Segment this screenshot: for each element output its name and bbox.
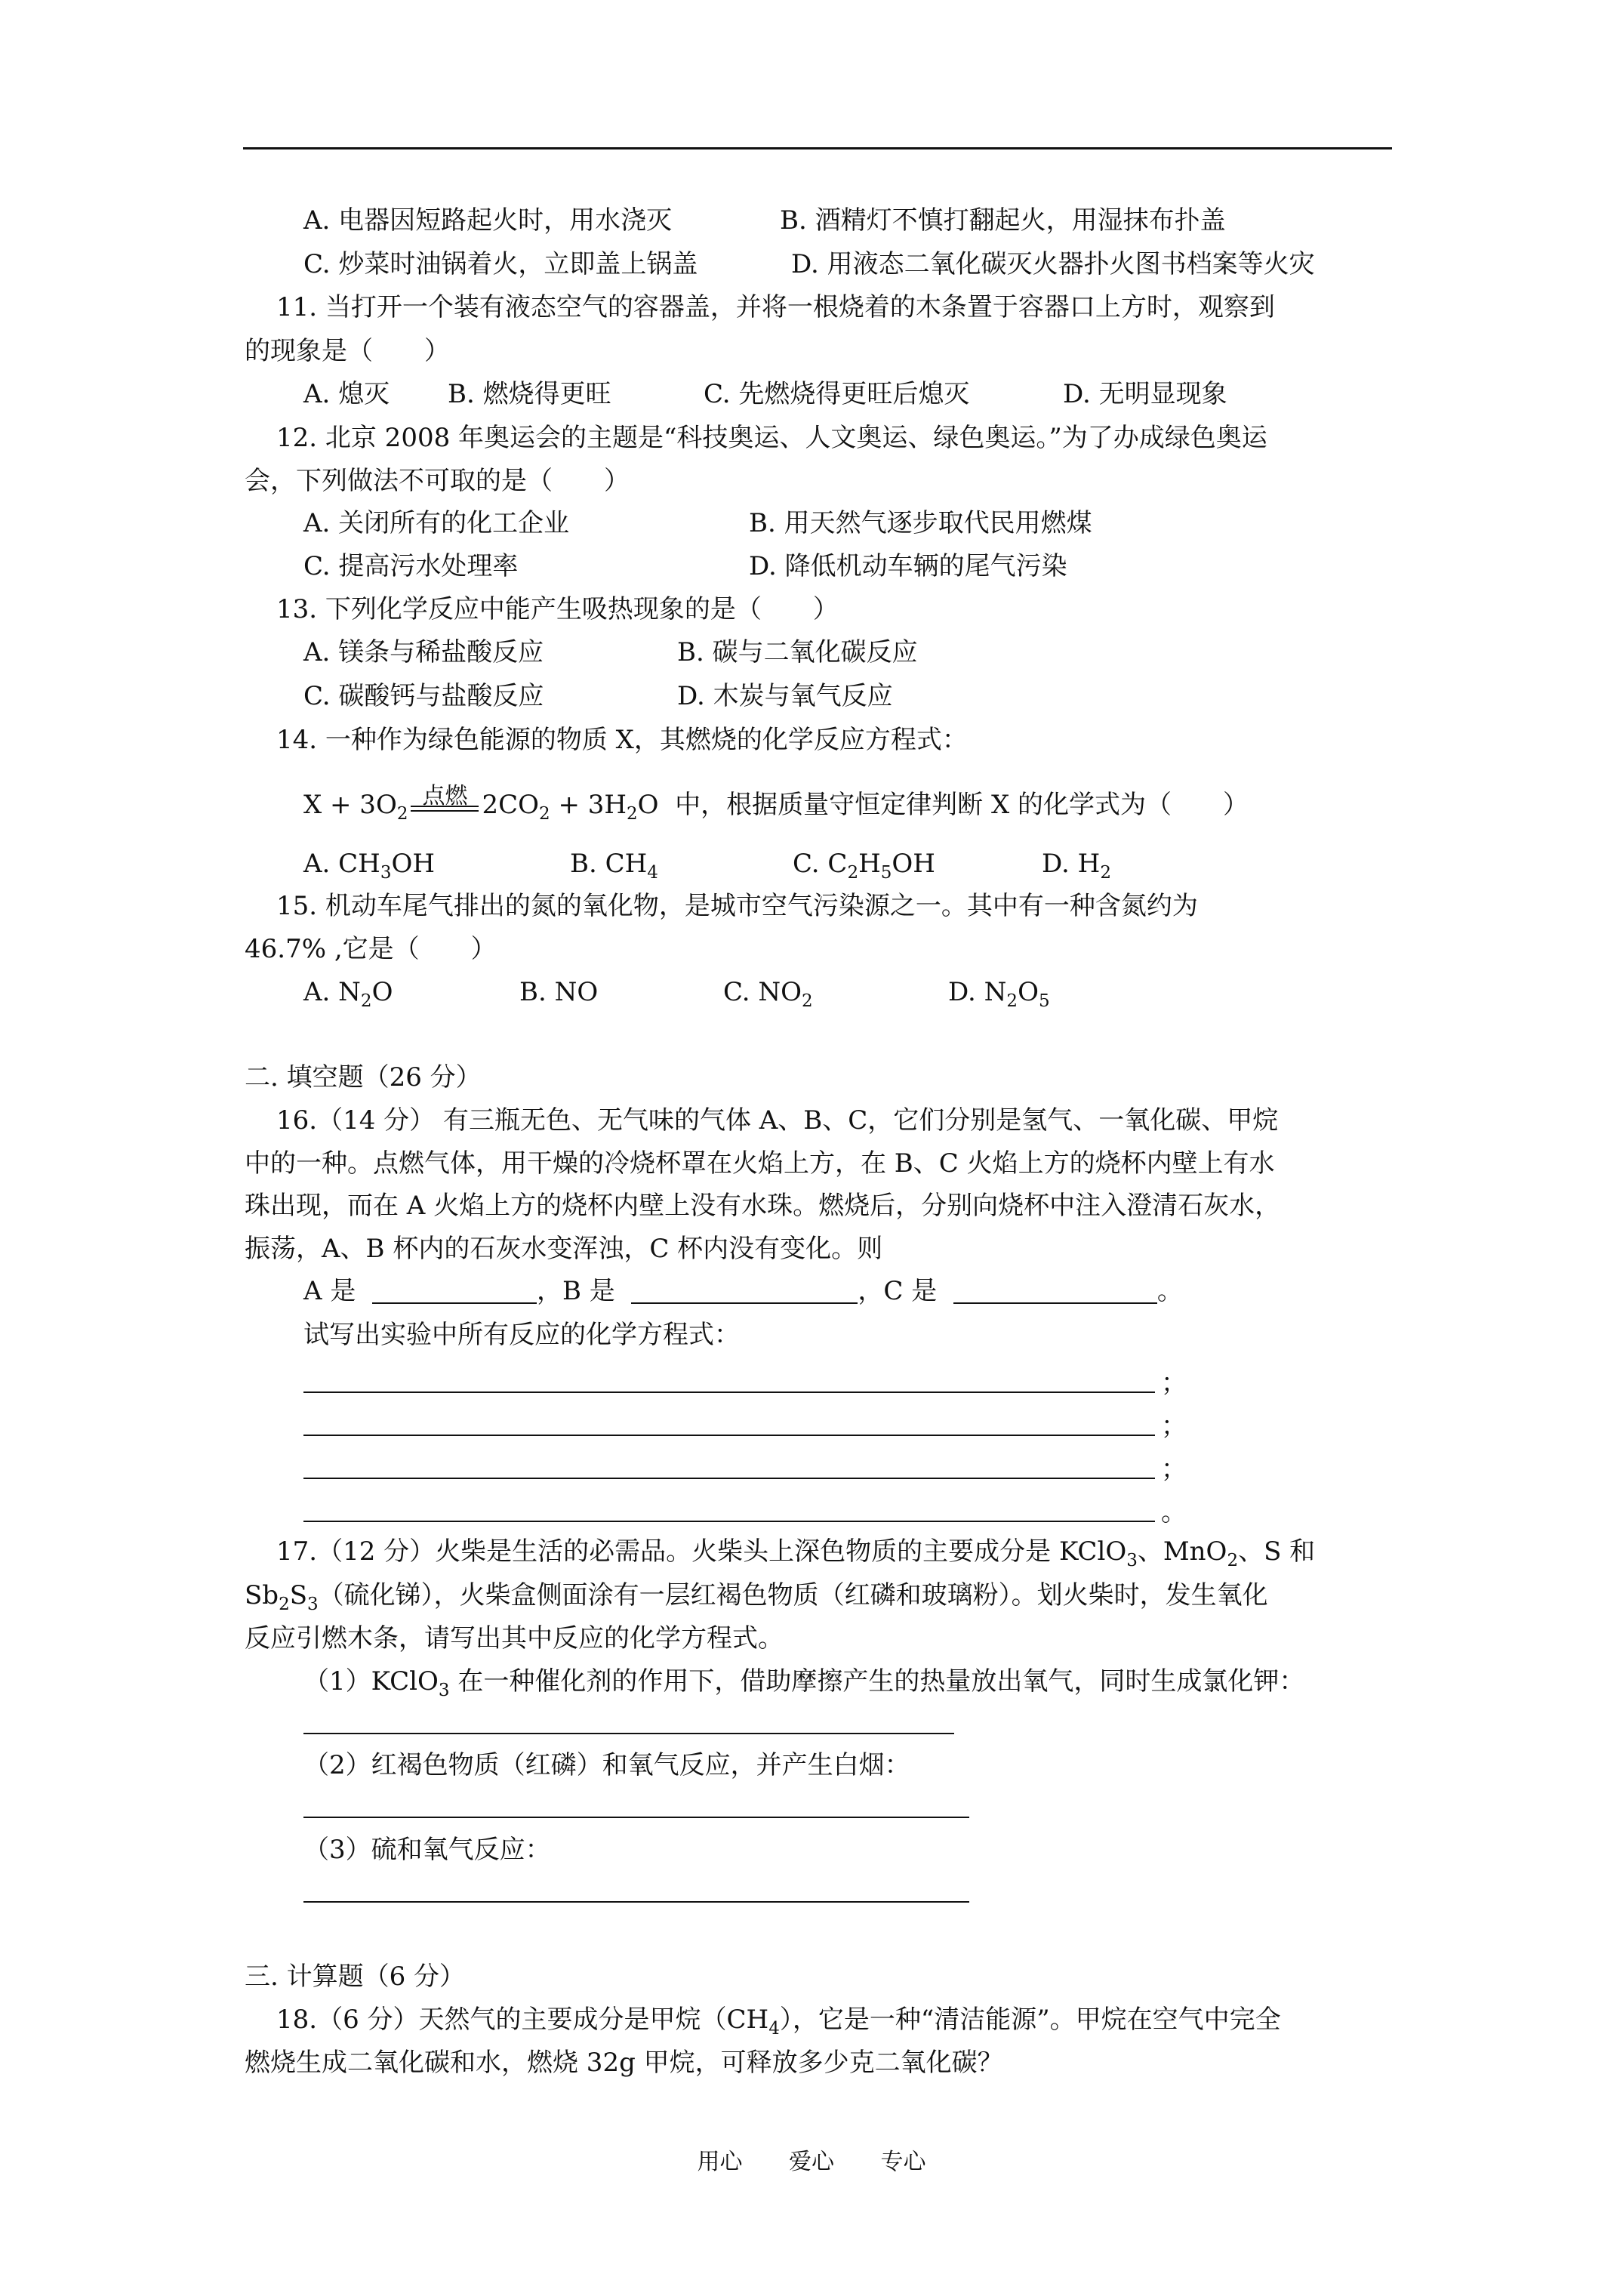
- q17-line2-a: Sb: [245, 1580, 279, 1610]
- q18-stem-line2: 燃烧生成二氧化碳和水，燃烧 32g 甲烷，可释放多少克二氧化碳？: [245, 2048, 1003, 2078]
- q17-line1-sub1: 3: [1126, 1551, 1138, 1570]
- q17-line1-mid: 、MnO: [1137, 1536, 1227, 1567]
- q11-option-a: A. 熄灭: [303, 379, 390, 409]
- q16-stem-line3: 珠出现，而在 A 火焰上方的烧杯内壁上没有水珠。燃烧后，分别向烧杯中注入澄清石灰水，: [245, 1191, 1281, 1221]
- q15-stem-line2: 46.7% ,它是（ ）: [245, 934, 497, 964]
- q17-part2: （2）红褐色物质（红磷）和氧气反应，并产生白烟：: [303, 1750, 910, 1780]
- q16-end-mark: 。: [1156, 1276, 1183, 1306]
- q10-option-c: C. 炒菜时油锅着火，立即盖上锅盖: [303, 249, 698, 279]
- q14-option-c: [793, 849, 935, 883]
- q14-c-mid: H: [858, 849, 881, 879]
- q17-line1-tail: 、S 和: [1238, 1536, 1316, 1567]
- q16-stem-line2: 中的一种。点燃气体，用干燥的冷烧杯罩在火焰上方，在 B、C 火焰上方的烧杯内壁上有水: [245, 1148, 1275, 1179]
- footer-word-1: 用心: [697, 2149, 743, 2175]
- q12-option-d: D. 降低机动车辆的尾气污染: [749, 551, 1067, 581]
- q15-d-text: D. N: [948, 977, 1007, 1007]
- q15-a-sub: 2: [360, 991, 372, 1011]
- q14-c-sub1: 2: [847, 863, 859, 883]
- footer-word-3: 专心: [880, 2149, 926, 2175]
- q14-eq-o2-sub: 2: [396, 804, 408, 824]
- q12-option-b: B. 用天然气逐步取代民用燃煤: [749, 508, 1092, 538]
- q17-answer-line-3[interactable]: [303, 1901, 969, 1903]
- q16-prompt: 试写出实验中所有反应的化学方程式：: [303, 1320, 740, 1350]
- q16-answer-line-2[interactable]: [303, 1435, 1155, 1436]
- q14-eq-condition: [411, 783, 479, 813]
- q14-d-text: D. H: [1042, 849, 1101, 879]
- q18-line1-tail: ），它是一种“清洁能源”。甲烷在空气中完全: [779, 2005, 1281, 2035]
- q16-semicolon-2: ；: [1161, 1411, 1187, 1441]
- q17-stem-line3: 反应引燃木条，请写出其中反应的化学方程式。: [245, 1623, 784, 1653]
- q15-c-text: C. NO: [723, 977, 802, 1007]
- q17-p1-tail: 在一种催化剂的作用下，借助摩擦产生的热量放出氧气，同时生成氯化钾：: [449, 1666, 1305, 1697]
- q16-answer-row: [303, 1276, 1183, 1306]
- q14-eq-right-3: O: [637, 790, 659, 820]
- q12-stem-line2: 会，下列做法不可取的是（ ）: [245, 466, 630, 496]
- q15-d-sub2: 5: [1038, 991, 1050, 1011]
- q13-option-d: D. 木炭与氧气反应: [677, 681, 893, 711]
- q16-answer-line-3[interactable]: [303, 1478, 1155, 1479]
- q13-option-b: B. 碳与二氧化碳反应: [677, 637, 918, 667]
- q16-c-blank[interactable]: [953, 1277, 1157, 1304]
- q14-c-text: C. C: [793, 849, 848, 879]
- q15-d-mid: O: [1018, 977, 1039, 1007]
- q16-semicolon-1: ；: [1161, 1368, 1187, 1398]
- q16-c-label: ，C 是: [858, 1276, 938, 1306]
- q16-a-blank[interactable]: [372, 1277, 537, 1304]
- q16-period: 。: [1161, 1497, 1187, 1527]
- q16-answer-line-1[interactable]: [303, 1391, 1155, 1393]
- q14-eq-bar-bottom: [411, 810, 479, 812]
- q14-eq-left: X + 3O: [303, 790, 397, 820]
- footer-word-2: 爱心: [789, 2149, 834, 2175]
- q16-a-label: A 是: [303, 1276, 356, 1306]
- section2-title: 二. 填空题（26 分）: [245, 1062, 482, 1093]
- q14-option-a: [303, 849, 436, 883]
- q14-eq-right-2: + 3H: [550, 790, 627, 820]
- q17-line1-text: 17.（12 分）火柴是生活的必需品。火柴头上深色物质的主要成分是 KClO: [276, 1536, 1127, 1567]
- q17-line2-sub2: 3: [307, 1595, 319, 1614]
- section3-title: 三. 计算题（6 分）: [245, 1962, 466, 1992]
- q17-line1-sub2: 2: [1227, 1551, 1239, 1570]
- q15-c-sub: 2: [802, 991, 813, 1011]
- q14-c-sub2: 5: [880, 863, 892, 883]
- q14-option-b: [570, 849, 658, 883]
- q11-stem-line2: 的现象是（ ）: [245, 336, 450, 366]
- q14-eq-tail: 中，根据质量守恒定律判断 X 的化学式为（ ）: [675, 790, 1249, 820]
- q14-a-text: A. CH: [303, 849, 380, 879]
- q17-line2-b: S: [289, 1580, 307, 1610]
- q15-stem-line1: 15. 机动车尾气排出的氮的氧化物，是城市空气污染源之一。其中有一种含氮约为: [276, 891, 1198, 921]
- q16-stem-line1: 16.（14 分） 有三瓶无色、无气味的气体 A、B、C，它们分别是氢气、一氧化碳、甲烷: [276, 1105, 1279, 1136]
- q10-option-a: A. 电器因短路起火时，用水浇灭: [303, 205, 673, 236]
- page-footer: [0, 2143, 1623, 2176]
- q14-eq-h2o-sub: 2: [627, 804, 638, 824]
- q14-equation: [303, 783, 1249, 824]
- q10-option-d: D. 用液态二氧化碳灭火器扑火图书档案等火灾: [791, 249, 1315, 279]
- q14-d-sub: 2: [1100, 863, 1111, 883]
- q11-option-b: B. 燃烧得更旺: [448, 379, 611, 409]
- q14-b-text: B. CH: [570, 849, 648, 879]
- q17-part1: [303, 1666, 1305, 1700]
- q16-semicolon-3: ；: [1161, 1454, 1187, 1484]
- q15-a-tail: O: [371, 977, 393, 1007]
- q17-part3: （3）硫和氧气反应：: [303, 1835, 551, 1865]
- q16-answer-line-4[interactable]: [303, 1521, 1155, 1522]
- q14-b-sub: 4: [647, 863, 658, 883]
- q11-option-c: C. 先燃烧得更旺后熄灭: [704, 379, 970, 409]
- q13-stem: 13. 下列化学反应中能产生吸热现象的是（ ）: [276, 594, 839, 624]
- q15-option-d: [948, 977, 1050, 1011]
- q14-stem: 14. 一种作为绿色能源的物质 X，其燃烧的化学反应方程式：: [276, 725, 968, 755]
- q17-p1-sub: 3: [438, 1681, 450, 1700]
- q14-eq-co2-sub: 2: [539, 804, 550, 824]
- q14-condition-label: 点燃: [422, 783, 468, 809]
- q18-line1-sub: 4: [768, 2019, 780, 2039]
- q17-line2-sub1: 2: [279, 1595, 290, 1614]
- q18-line1-a: 18.（6 分）天然气的主要成分是甲烷（CH: [276, 2005, 769, 2035]
- q14-option-d: [1042, 849, 1111, 883]
- q14-c-tail: OH: [892, 849, 935, 879]
- q17-line2-tail: （硫化锑），火柴盒侧面涂有一层红褐色物质（红磷和玻璃粉）。划火柴时，发生氧化: [318, 1580, 1268, 1610]
- q14-a-sub: 3: [380, 863, 392, 883]
- q16-stem-line4: 振荡，A、B 杯内的石灰水变浑浊，C 杯内没有变化。则: [245, 1234, 883, 1264]
- q10-option-b: B. 酒精灯不慎打翻起火，用湿抹布扑盖: [780, 205, 1226, 236]
- q15-d-sub1: 2: [1006, 991, 1018, 1011]
- q16-b-label: ，B 是: [537, 1276, 615, 1306]
- q14-a-tail: OH: [391, 849, 436, 879]
- q12-option-c: C. 提高污水处理率: [303, 551, 519, 581]
- q11-stem-line1: 11. 当打开一个装有液态空气的容器盖，并将一根烧着的木条置于容器口上方时，观察到: [276, 292, 1275, 322]
- q13-option-a: A. 镁条与稀盐酸反应: [303, 637, 544, 667]
- q16-b-blank[interactable]: [631, 1277, 858, 1304]
- q17-answer-line-1[interactable]: [303, 1733, 954, 1734]
- q15-a-text: A. N: [303, 977, 361, 1007]
- q12-option-a: A. 关闭所有的化工企业: [303, 508, 570, 538]
- q11-option-d: D. 无明显现象: [1063, 379, 1227, 409]
- q15-option-c: [723, 977, 813, 1011]
- q15-option-a: [303, 977, 393, 1011]
- q17-answer-line-2[interactable]: [303, 1817, 969, 1818]
- q14-eq-right-1: 2CO: [482, 790, 539, 820]
- q13-option-c: C. 碳酸钙与盐酸反应: [303, 681, 544, 711]
- q12-stem-line1: 12. 北京 2008 年奥运会的主题是“科技奥运、人文奥运、绿色奥运。”为了办成绿色奥运: [276, 423, 1267, 453]
- q18-stem-line1: [276, 2005, 1281, 2039]
- q17-p1-a: （1）KClO: [303, 1666, 439, 1697]
- q17-stem-line2: [245, 1580, 1268, 1614]
- q17-stem-line1: [276, 1536, 1316, 1570]
- q14-eq-bar-top: [411, 806, 479, 807]
- header-rule: [243, 147, 1392, 149]
- q15-option-b: B. NO: [519, 977, 599, 1007]
